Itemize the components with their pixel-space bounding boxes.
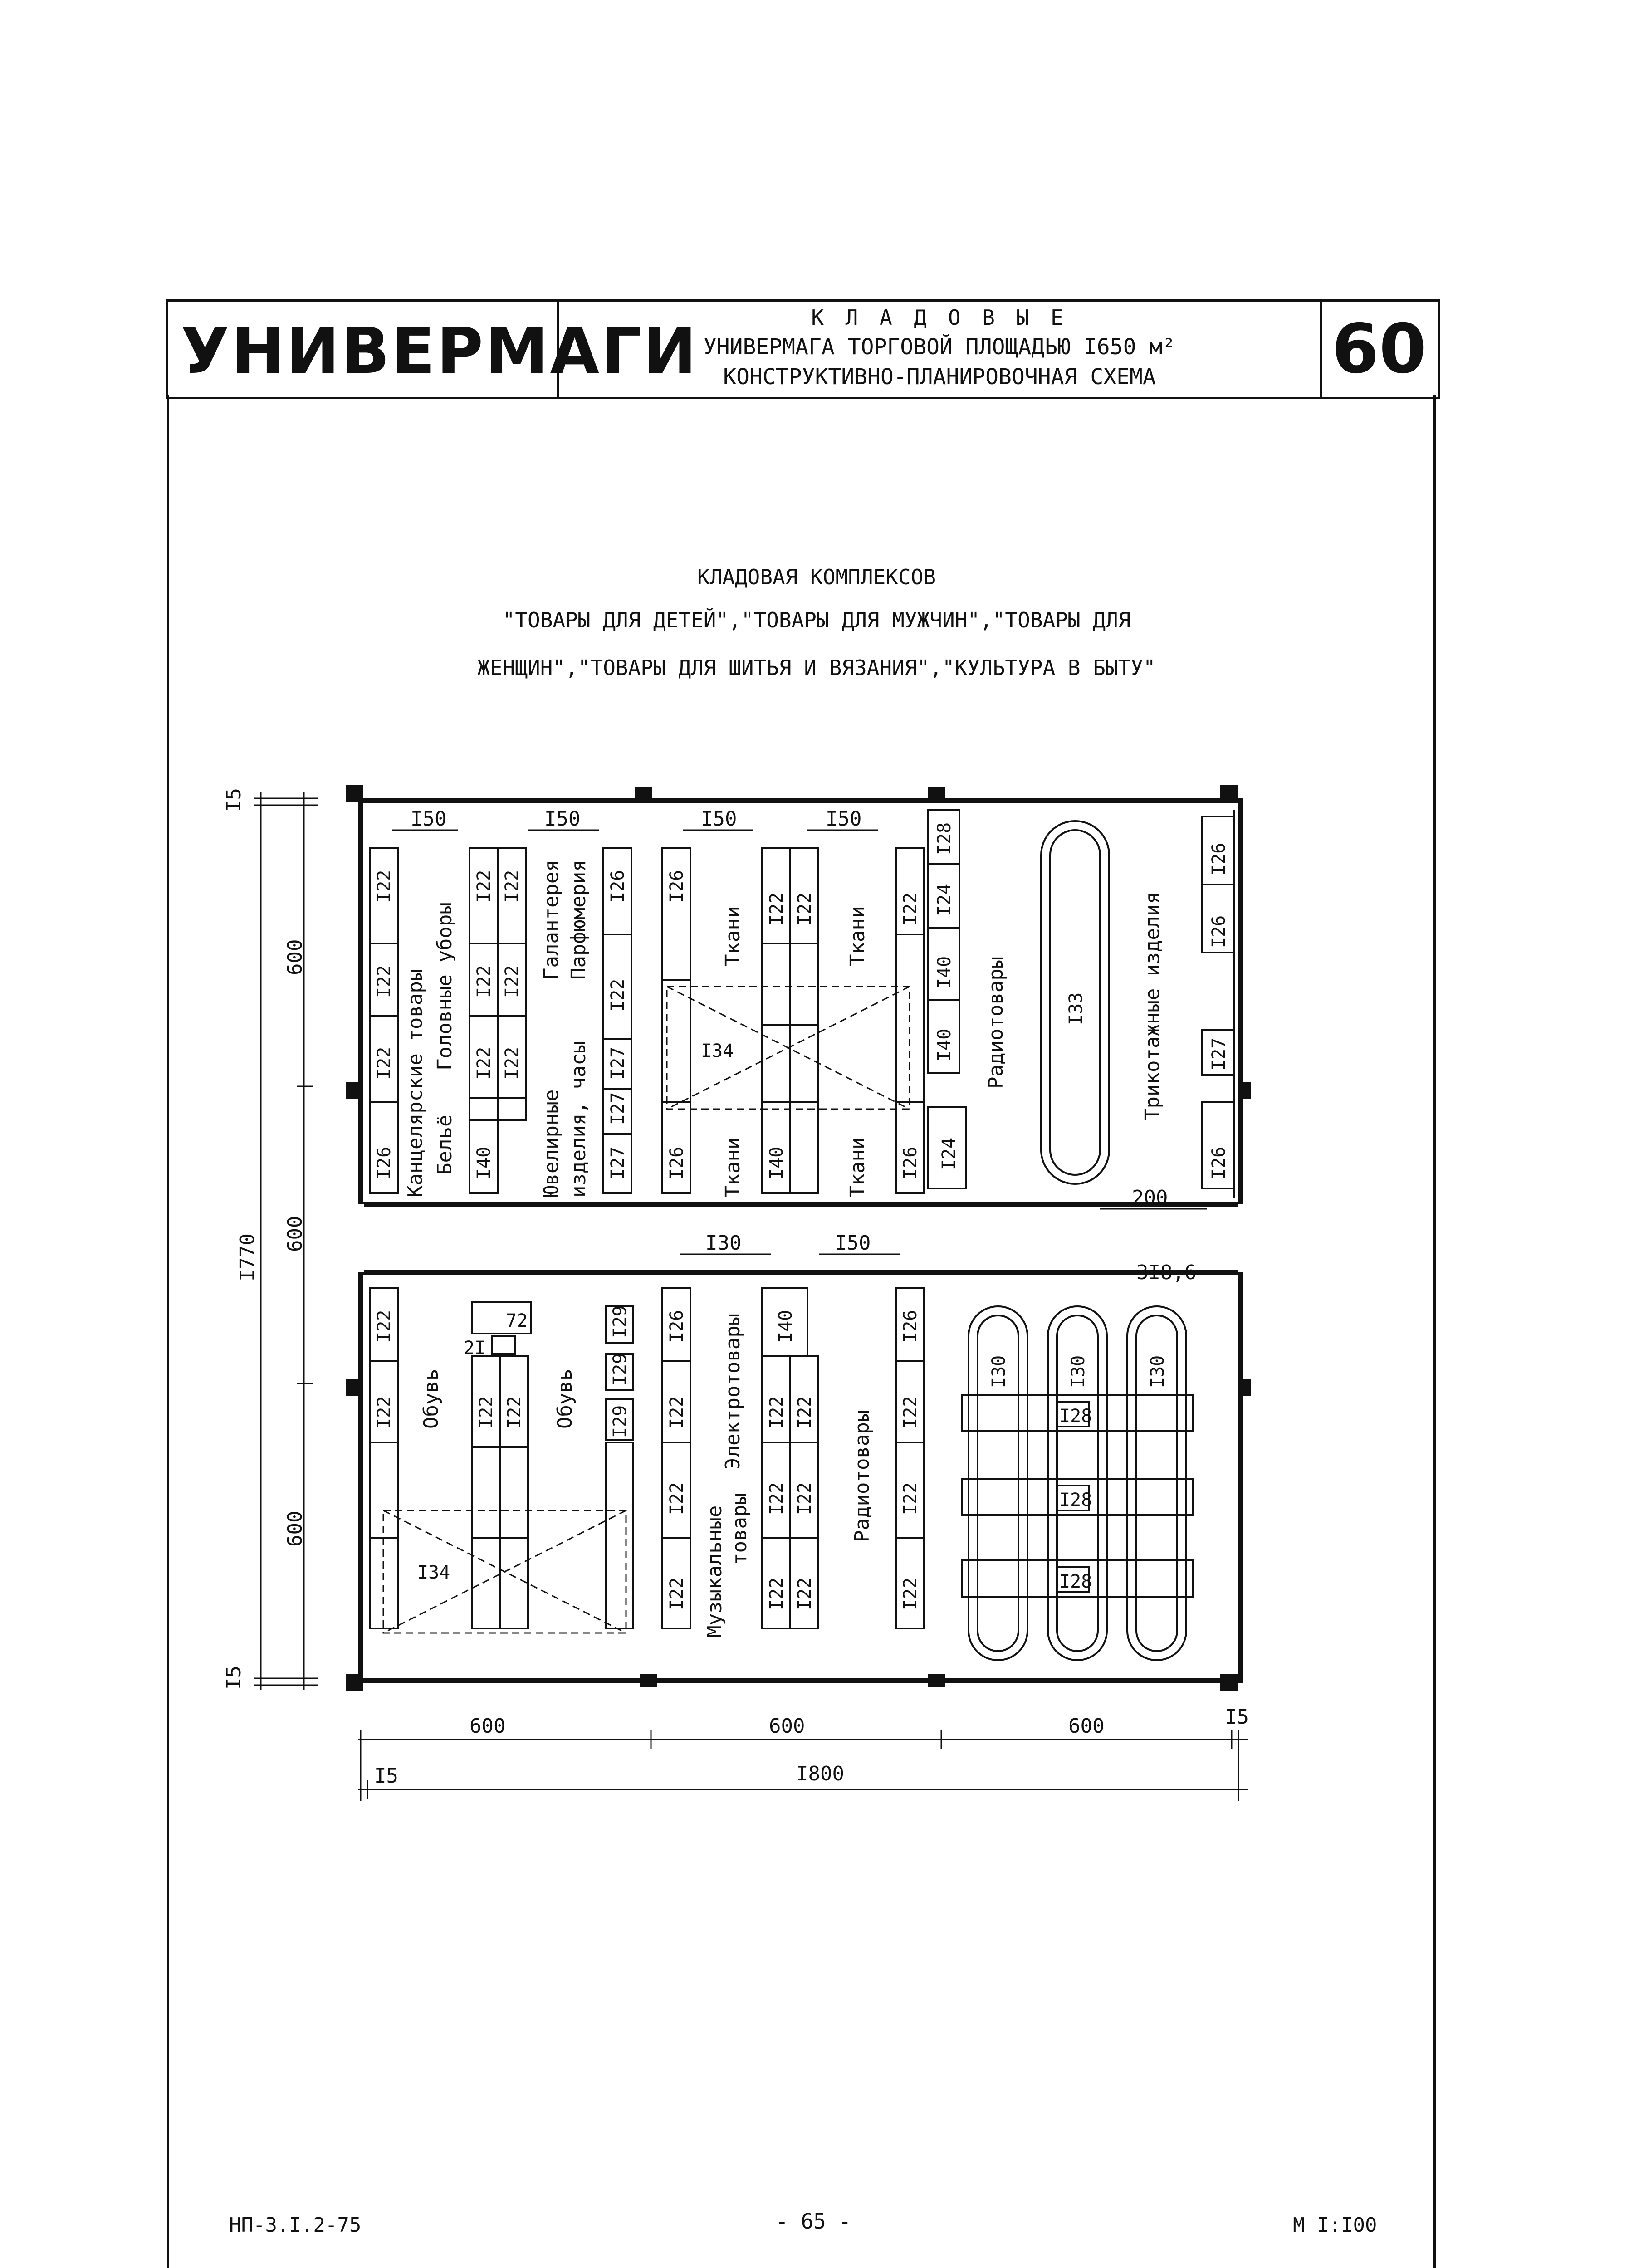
label-radio-bottom: Радиотовары (851, 1410, 874, 1542)
svg-text:I29: I29 (610, 1353, 631, 1386)
footer-scale: М I:I00 (1293, 2214, 1377, 2237)
mark-318: 3I8,6 (1136, 1261, 1197, 1284)
label-galant: Галантерея (540, 860, 563, 980)
svg-text:I28: I28 (1059, 1406, 1092, 1427)
caption-line1: КЛАДОВАЯ КОМПЛЕКСОВ (697, 565, 936, 589)
svg-text:I22: I22 (666, 1396, 687, 1429)
label-tkani-c: Ткани (846, 906, 869, 966)
label-yuvelir-2: изделия, часы (567, 1041, 590, 1198)
label-trikotazh: Трикотажные изделия (1141, 892, 1164, 1120)
svg-text:2I: 2I (464, 1338, 486, 1359)
svg-text:I22: I22 (766, 1482, 787, 1515)
dim-mid-2: I50 (835, 1232, 871, 1255)
svg-text:I33: I33 (1066, 992, 1086, 1025)
svg-text:I24: I24 (939, 1137, 959, 1170)
svg-text:I22: I22 (476, 1396, 497, 1429)
sheet-number: 60 (1331, 310, 1427, 389)
dim-top-2: I50 (544, 807, 581, 831)
svg-text:I28: I28 (1059, 1571, 1092, 1592)
svg-text:I22: I22 (374, 1310, 395, 1343)
doc-subject: УНИВЕРМАГА ТОРГОВОЙ ПЛОЩАДЬЮ I650 м² (703, 334, 1176, 360)
svg-text:I22: I22 (666, 1482, 687, 1515)
svg-text:I22: I22 (666, 1577, 687, 1610)
dim-mid-1: I30 (705, 1232, 742, 1255)
dim-top-1: I50 (411, 807, 447, 831)
dim-left-1: 600 (284, 939, 307, 975)
svg-text:I22: I22 (502, 870, 523, 903)
svg-text:I22: I22 (502, 1046, 523, 1080)
label-tkani-d: Ткани (846, 1137, 869, 1198)
svg-text:I22: I22 (900, 1577, 921, 1610)
svg-text:I22: I22 (374, 965, 395, 998)
label-kants: Канцелярские товары (404, 969, 427, 1198)
dim-200: 200 (1132, 1186, 1168, 1209)
svg-text:I22: I22 (900, 1396, 921, 1429)
dim-total-horizontal: I800 (796, 1762, 844, 1785)
label-belie: Бельё (433, 1114, 456, 1175)
svg-text:I22: I22 (474, 1046, 494, 1080)
label-obuv-a: Обувь (420, 1369, 443, 1429)
svg-text:I26: I26 (1208, 915, 1229, 948)
dim-left-bottom: I5 (222, 1666, 245, 1690)
svg-text:I22: I22 (766, 892, 787, 925)
label-muz-2: товары (728, 1493, 751, 1565)
svg-text:I22: I22 (502, 965, 523, 998)
svg-text:I22: I22 (607, 978, 628, 1012)
dim-top-3: I50 (701, 807, 737, 831)
svg-text:I28: I28 (934, 822, 955, 855)
svg-text:I40: I40 (766, 1146, 787, 1179)
svg-text:I22: I22 (766, 1396, 787, 1429)
dim-left-top: I5 (222, 788, 245, 812)
svg-text:I26: I26 (607, 870, 628, 903)
svg-text:I24: I24 (934, 883, 955, 916)
svg-text:I22: I22 (504, 1396, 525, 1429)
svg-text:I29: I29 (610, 1405, 631, 1438)
svg-text:I22: I22 (794, 1396, 815, 1429)
svg-text:I22: I22 (794, 892, 815, 925)
label-muz-1: Музыкальные (703, 1505, 726, 1637)
dim-left-2: 600 (284, 1216, 307, 1252)
doc-type: К Л А Д О В Ы Е (811, 305, 1068, 330)
label-obuv-b: Обувь (553, 1369, 577, 1429)
label-parfum: Парфюмерия (567, 860, 590, 980)
svg-text:I22: I22 (374, 870, 395, 903)
svg-text:I26: I26 (1208, 842, 1229, 875)
svg-text:I30: I30 (1068, 1355, 1089, 1388)
dim-total-vertical: I770 (236, 1233, 259, 1281)
svg-text:I30: I30 (1147, 1355, 1168, 1388)
label-yuvelir-1: Ювелирные (540, 1089, 563, 1198)
svg-text:I26: I26 (374, 1146, 395, 1179)
dim-left-3: 600 (284, 1510, 307, 1547)
svg-text:I26: I26 (666, 870, 687, 903)
dimension-lines (254, 792, 1248, 1801)
label-radio-top: Радиотовары (984, 956, 1008, 1089)
dim-bottom-3: 600 (1068, 1715, 1105, 1738)
dim-bottom-15: I5 (1225, 1706, 1249, 1729)
svg-text:I27: I27 (607, 1046, 628, 1080)
svg-text:I26: I26 (900, 1146, 921, 1179)
footer-page: - 65 - (776, 2209, 851, 2234)
svg-text:I28: I28 (1059, 1490, 1092, 1510)
svg-text:I22: I22 (374, 1396, 395, 1429)
top-shelf-numbers (374, 822, 1229, 1179)
dim-bottom-1: 600 (470, 1715, 506, 1738)
svg-text:I22: I22 (474, 870, 494, 903)
svg-text:I26: I26 (666, 1310, 687, 1343)
series-title: УНИВЕРМАГИ (181, 314, 699, 388)
svg-text:I26: I26 (1208, 1146, 1229, 1179)
top-shelving (370, 810, 1234, 1198)
svg-text:I26: I26 (900, 1310, 921, 1343)
caption-line2: "ТОВАРЫ ДЛЯ ДЕТЕЙ","ТОВАРЫ ДЛЯ МУЖЧИН","ТОВАРЫ ДЛЯ (502, 608, 1131, 632)
label-tkani-b: Ткани (721, 1137, 744, 1198)
svg-text:I40: I40 (934, 956, 955, 989)
svg-text:I40: I40 (775, 1310, 796, 1343)
svg-text:I22: I22 (900, 1482, 921, 1515)
svg-text:I22: I22 (766, 1577, 787, 1610)
svg-text:I29: I29 (610, 1305, 631, 1338)
svg-text:I30: I30 (988, 1355, 1009, 1388)
svg-text:I34: I34 (701, 1041, 734, 1061)
label-golovnye: Головные уборы (433, 902, 456, 1070)
svg-text:I22: I22 (474, 965, 494, 998)
svg-text:I22: I22 (794, 1577, 815, 1610)
svg-text:I34: I34 (417, 1562, 450, 1583)
dim-top-4: I50 (826, 807, 862, 831)
svg-text:I22: I22 (794, 1482, 815, 1515)
svg-text:I22: I22 (900, 892, 921, 925)
label-tkani-a: Ткани (721, 906, 744, 966)
svg-text:I26: I26 (666, 1146, 687, 1179)
svg-text:I22: I22 (374, 1046, 395, 1080)
caption-line3: ЖЕНЩИН","ТОВАРЫ ДЛЯ ШИТЬЯ И ВЯЗАНИЯ","КУЛЬТУРА В БЫТУ" (477, 655, 1156, 680)
dim-bottom-2: 600 (769, 1715, 805, 1738)
doc-scheme: КОНСТРУКТИВНО-ПЛАНИРОВОЧНАЯ СХЕМА (723, 364, 1156, 390)
svg-text:I40: I40 (474, 1146, 494, 1179)
footer-code: НП-3.I.2-75 (229, 2214, 362, 2237)
svg-text:I27: I27 (1208, 1037, 1229, 1070)
dim-bottom-start: I5 (374, 1765, 398, 1788)
svg-text:I27: I27 (607, 1092, 628, 1125)
svg-text:72: 72 (506, 1310, 528, 1331)
label-elektro: Электротовары (721, 1313, 744, 1470)
svg-text:I40: I40 (934, 1028, 955, 1061)
svg-text:I27: I27 (607, 1146, 628, 1179)
